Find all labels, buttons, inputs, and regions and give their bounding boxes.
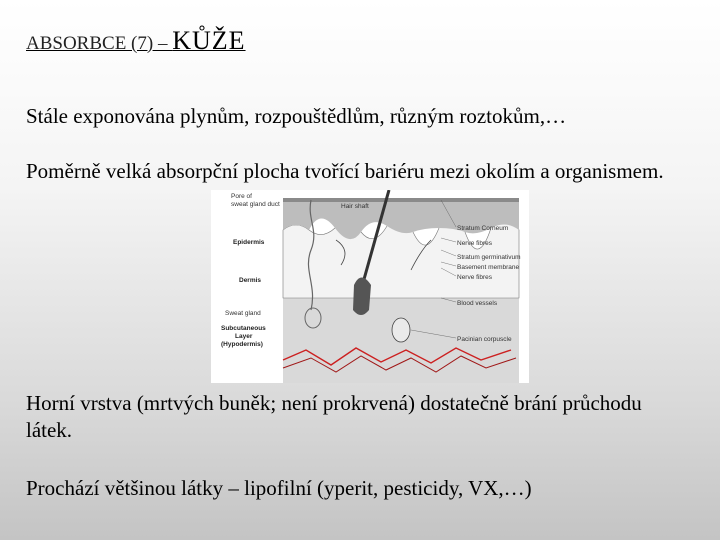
paragraph-exposure: Stále exponována plynům, rozpouštědlům, různým roztokům,… — [26, 104, 567, 128]
label-nerve-fibres-1: Nerve fibres — [457, 240, 493, 247]
stratum-corneum — [283, 198, 519, 202]
title-prefix: ABSORBCE (7) – — [26, 33, 173, 54]
label-epidermis: Epidermis — [233, 239, 265, 246]
label-dermis: Dermis — [239, 277, 262, 284]
slide-title — [26, 26, 246, 56]
skin-cross-section — [211, 190, 529, 383]
label-pore-duct: sweat gland duct — [231, 201, 280, 208]
paragraph-upper-layer: Horní vrstva (mrtvých buněk; není prokrvená) dostatečně brání průchodu látek. — [26, 391, 642, 442]
label-stratum-corneum: Stratum Corneum — [457, 225, 509, 232]
label-hair-shaft: Hair shaft — [341, 203, 369, 210]
title-main: KŮŽE — [172, 26, 246, 55]
label-blood-vessels: Blood vessels — [457, 300, 498, 307]
hair-follicle — [353, 278, 371, 316]
label-stratum-germinativum: Stratum germinativum — [457, 254, 521, 261]
paragraph-lipophilic: Prochází většinou látky – lipofilní (yperit, pesticidy, VX,…) — [26, 476, 532, 500]
label-pacinian-corpuscle: Pacinian corpuscle — [457, 336, 512, 343]
label-pore: Pore of — [231, 193, 252, 200]
label-subcutaneous: Subcutaneous — [221, 325, 266, 332]
label-sweat-gland: Sweat gland — [225, 310, 261, 317]
paragraph-absorption-surface: Poměrně velká absorpční plocha tvořící bariéru mezi okolím a organismem. — [26, 159, 664, 183]
label-hypodermis: (Hypodermis) — [221, 341, 263, 348]
label-basement-membrane: Basement membrane — [457, 264, 520, 271]
pacinian-corpuscle — [392, 318, 410, 342]
skin-diagram — [211, 190, 529, 383]
label-nerve-fibres-2: Nerve fibres — [457, 274, 493, 281]
label-layer: Layer — [235, 333, 253, 340]
